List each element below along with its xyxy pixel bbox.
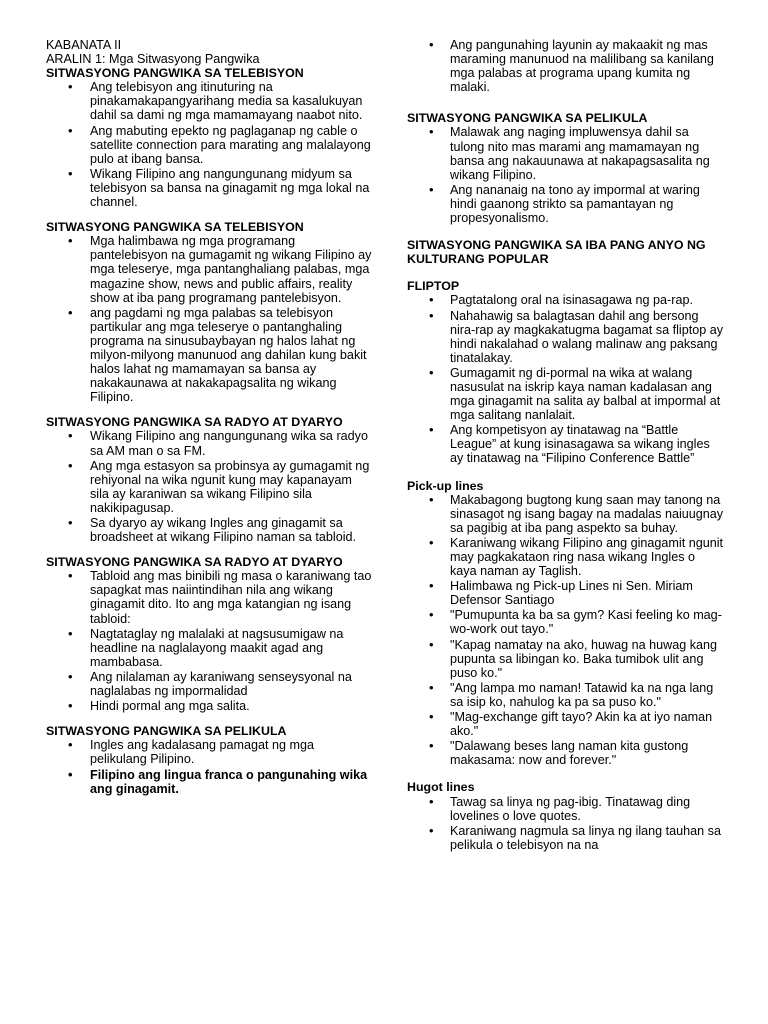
list-item: • Ang telebisyon ang itinuturing na pinakamakapangyarihang media sa kasalukuyan dahil sa dami ng mga mamamayang naabot nito. (46, 80, 374, 122)
right-column (407, 38, 725, 853)
section-pelikula-2 (407, 111, 725, 225)
chapter-label: KABANATA II (46, 38, 122, 52)
section-heading: Pick-up lines (407, 478, 484, 493)
section-heading: SITWASYONG PANGWIKA SA RADYO AT DYARYO (46, 555, 343, 570)
list-item: • Malawak ang naging impluwensya dahil sa tulong nito mas marami ang mamamayan ng bansa ang nakauunawa at nakapagsasalita ng wikang Filipino. (407, 125, 725, 181)
list-item: • Pagtatalong oral na isinasagawa ng pa-rap. (407, 293, 725, 307)
bullet-list (407, 125, 725, 225)
section-pelikula-1 (46, 724, 374, 795)
section-heading: SITWASYONG PANGWIKA SA TELEBISYON (46, 220, 304, 235)
section-radyo-dyaryo-1 (46, 415, 374, 544)
list-item: • Ang nilalaman ay karaniwang senseysyonal na naglalabas ng impormalidad (46, 670, 374, 698)
section-hugot-lines (407, 780, 725, 851)
list-item: • Wikang Filipino ang nangungunang midyum sa telebisyon sa bansa na ginagamit ng mga lokal na channel. (46, 167, 374, 209)
list-item: • "Kapag namatay na ako, huwag na huwag kang pupunta sa libingan ko. Baka tumibok ulit ang puso ko." (407, 638, 725, 680)
bullet-list (46, 234, 374, 404)
list-item: • Nahahawig sa balagtasan dahil ang bersong nira-rap ay magkakatugma bagamat sa fliptop ay hindi nakalahad o walang malinaw ang paksang tinatalakay. (407, 309, 725, 365)
section-heading: Hugot lines (407, 780, 475, 795)
list-item: • Ang nananaig na tono ay impormal at waring hindi gaanong strikto sa pamantayan ng propesyonalismo. (407, 183, 725, 225)
section-telebisyon-1 (46, 66, 374, 209)
section-heading: SITWASYONG PANGWIKA SA TELEBISYON (46, 66, 304, 81)
bullet-list (46, 569, 374, 713)
lesson-label: ARALIN 1: Mga Sitwasyong Pangwika (46, 52, 260, 67)
section-heading: SITWASYONG PANGWIKA SA PELIKULA (407, 111, 648, 126)
section-telebisyon-2 (46, 220, 374, 404)
section-heading: SITWASYONG PANGWIKA SA IBA PANG ANYO NG KULTURANG POPULAR (407, 238, 706, 267)
section-radyo-dyaryo-2 (46, 555, 374, 713)
list-item: • "Pumupunta ka ba sa gym? Kasi feeling ko mag-wo-work out tayo." (407, 608, 725, 636)
list-item: • Wikang Filipino ang nangungunang wika sa radyo sa AM man o sa FM. (46, 429, 374, 457)
bullet-list (407, 38, 725, 94)
list-item: • Ang mabuting epekto ng paglaganap ng cable o satellite connection para marating ang malalayong pulo at ibang bansa. (46, 124, 374, 166)
list-item: • "Ang lampa mo naman! Tatawid ka na nga lang sa isip ko, nahulog ka pa sa puso ko." (407, 681, 725, 709)
bullet-list (46, 738, 374, 795)
bullet-list (407, 493, 725, 768)
list-item: • Karaniwang wikang Filipino ang ginagamit ngunit may pagkakataon ring nasa wikang Ingles o kaya naman ay Taglish. (407, 536, 725, 578)
bullet-list (407, 293, 725, 465)
list-item: • Hindi pormal ang mga salita. (46, 699, 374, 713)
list-item: • "Dalawang beses lang naman kita gustong makasama: now and forever." (407, 739, 725, 767)
list-item: • Tawag sa linya ng pag-ibig. Tinatawag ding lovelines o love quotes. (407, 795, 725, 823)
list-item: • Makabagong bugtong kung saan may tanong na sinasagot ng isang bagay na madalas naiuugnay sa pagibig at iba pang aspekto sa buhay. (407, 493, 725, 535)
list-item: • Nagtataglay ng malalaki at nagsusumigaw na headline na naglalayong maakit agad ang mambabasa. (46, 627, 374, 669)
section-pickup-lines (407, 479, 725, 768)
list-item: • Tabloid ang mas binibili ng masa o karaniwang tao sapagkat mas naiintindihan nila ang wikang ginagamit dito. Ito ang mga katangian ng isang tabloid: (46, 569, 374, 625)
bullet-list (407, 795, 725, 852)
bullet-list (46, 80, 374, 209)
list-item: • Ang kompetisyon ay tinatawag na “Battle League” at kung isinasagawa sa wikang ingles ay tinatawag na “Filipino Conference Battle” (407, 423, 725, 465)
section-fliptop (407, 279, 725, 465)
section-kulturang-popular (407, 238, 725, 266)
list-item: • Ang mga estasyon sa probinsya ay gumagamit ng rehiyonal na wika ngunit kung may kapanayam sila ay karaniwan sa wikang Filipino sila nakikipagusap. (46, 459, 374, 515)
left-column (46, 38, 374, 797)
section-pelikula-continued (407, 38, 725, 94)
list-item: • Gumagamit ng di-pormal na wika at walang nasusulat na iskrip kaya naman kadalasan ang mga ginagamit na salita ay balbal at impormal at mga salitang nanlalait. (407, 366, 725, 422)
list-item: • Ang pangunahing layunin ay makaakit ng mas maraming manunuod na malilibang sa kanilang mga palabas at programa upang kumita ng malaki. (407, 38, 725, 94)
section-heading: FLIPTOP (407, 279, 460, 294)
list-item: • "Mag-exchange gift tayo? Akin ka at iyo naman ako." (407, 710, 725, 738)
list-item: • Ingles ang kadalasang pamagat ng mga pelikulang Pilipino. (46, 738, 374, 766)
list-item-bold: • Filipino ang lingua franca o pangunahing wika ang ginagamit. (46, 768, 374, 796)
list-item: • Halimbawa ng Pick-up Lines ni Sen. Miriam Defensor Santiago (407, 579, 725, 607)
list-item: • Sa dyaryo ay wikang Ingles ang ginagamit sa broadsheet at wikang Filipino naman sa tabloid. (46, 516, 374, 544)
list-item: • ang pagdami ng mga palabas sa telebisyon partikular ang mga teleserye o pantanghaling programa na sinusubaybayan ng halos lahat ng milyon-milyong manunuod ang dahilan kung bakit halos lahat ng mamamayan sa bansa ay nakakaunawa at nakakapagsalita ng wikang Filipino. (46, 306, 374, 405)
list-item: • Karaniwang nagmula sa linya ng ilang tauhan sa pelikula o telebisyon na na (407, 824, 725, 852)
bullet-list (46, 429, 374, 544)
list-item: • Mga halimbawa ng mga programang pantelebisyon na gumagamit ng wikang Filipino ay mga teleserye, mga pantanghaliang palabas, mga magazine show, news and public affairs, reality show at iba pang programang pantelebisyon. (46, 234, 374, 304)
section-heading: SITWASYONG PANGWIKA SA PELIKULA (46, 724, 287, 739)
section-heading: SITWASYONG PANGWIKA SA RADYO AT DYARYO (46, 415, 343, 430)
